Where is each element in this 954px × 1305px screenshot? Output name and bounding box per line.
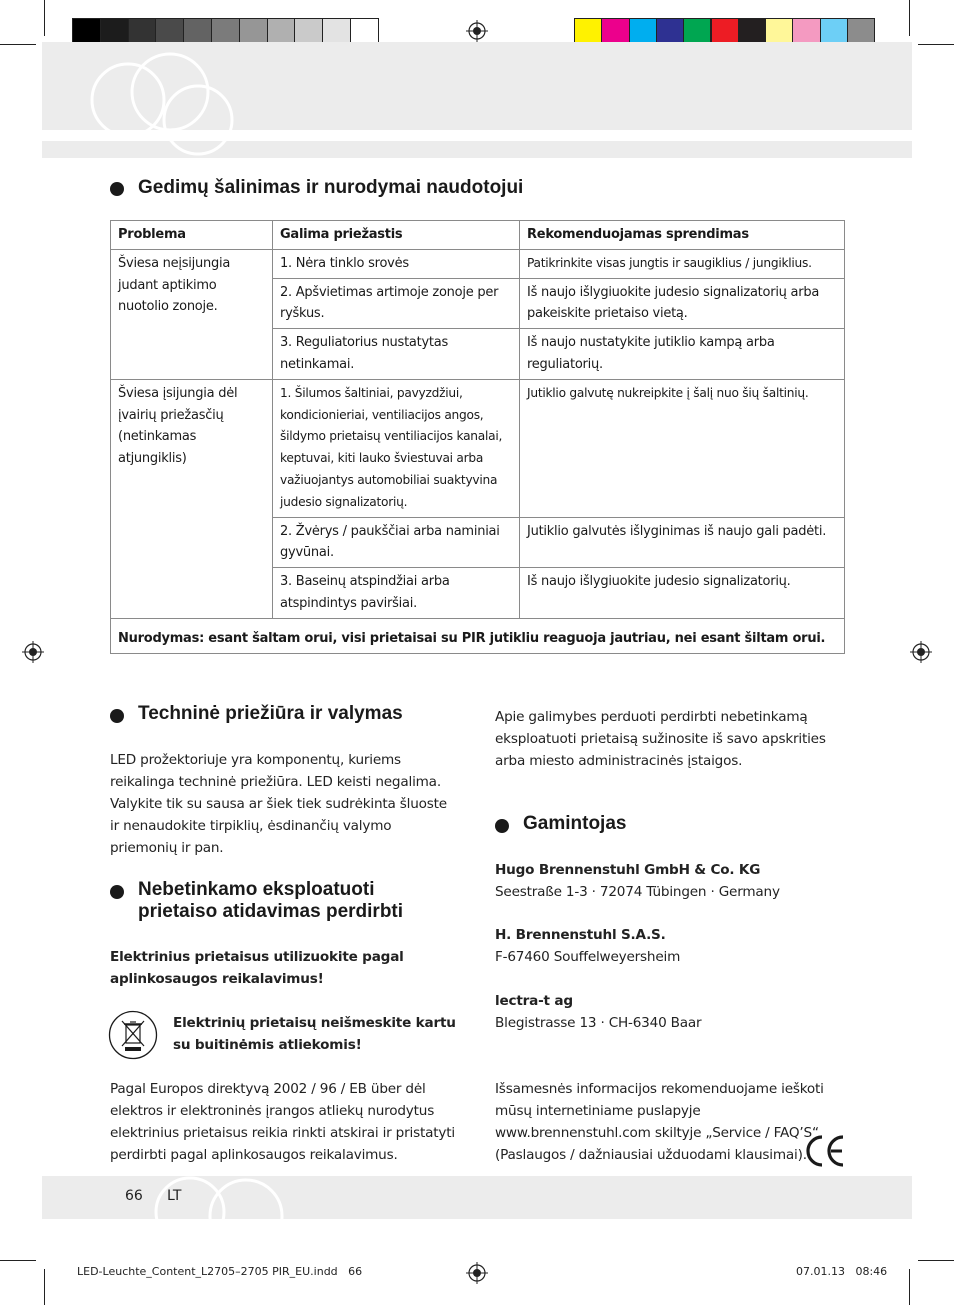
footer-date: 07.01.13 08:46 [796,1265,888,1278]
section-title-disposal [138,879,403,923]
decorative-circles-icon [80,42,250,162]
section-title-line: Nebetinkamo eksploatuoti [138,879,375,900]
section-title-maintenance: Techninė priežiūra ir valymas [138,703,403,724]
table-cell-problem: Šviesa įsijungia dėl įvairių priežasčių (netinkamas atjungiklis) [111,379,273,618]
table-cell-problem: Šviesa neįsijungia judant aptikimo nuotolio zonoje. [111,249,273,379]
table-cell-cause: 1. Nėra tinklo srovės [273,249,520,278]
registration-mark-icon [910,641,932,663]
website-info-text: Išsamesnės informacijos rekomenduojame ieškoti mūsų internetiniame puslapyje www.brennenstuhl.com skiltyje „Service / FAQ’S“ (Paslaugos / dažniausiai užduodami klausimai). [495,1081,824,1163]
crop-mark [909,0,910,36]
troubleshooting-table [110,220,845,654]
crop-mark [918,1260,954,1261]
table-cell-solution: Jutiklio galvutę nukreipkite į šalį nuo šių šaltinių. [520,379,845,517]
registration-mark-icon [466,20,488,42]
company-address: Blegistrasse 13 · CH-6340 Baar [495,1015,702,1031]
company-name: H. Brennenstuhl S.A.S. [495,927,666,943]
ce-mark-icon [804,1134,846,1168]
page-number: 66 [125,1188,143,1204]
crop-mark [44,1269,45,1305]
table-cell-solution: Patikrinkite visas jungtis ir saugiklius / jungiklius. [520,249,845,278]
table-cell-cause: 2. Žvėrys / paukščiai arba naminiai gyvūnai. [273,517,520,568]
section-bullet [110,709,124,723]
company-address: Seestraße 1-3 · 72074 Tübingen · Germany [495,884,780,900]
disposal-text: Pagal Europos direktyvą 2002 / 96 / EB über dėl elektros ir elektroninės įrangos atliekų nurodytus elektrinius prietaisus reikia rinkti atskirai ir pristatyti perdirbti pagal aplinkosaugos reikalavimus. [110,1081,455,1163]
section-title-troubleshooting: Gedimų šalinimas ir nurodymai naudotojui [138,177,524,198]
footer-file-name: LED-Leuchte_Content_L2705–2705 PIR_EU.indd 66 [77,1265,363,1278]
table-cell-solution: Jutiklio galvutės išlyginimas iš naujo gali padėti. [520,517,845,568]
table-cell-cause: 3. Baseinų atspindžiai arba atspindintys paviršiai. [273,568,520,619]
table-cell-solution: Iš naujo išlygiuokite judesio signalizatorių arba pakeiskite prietaiso vietą. [520,278,845,329]
page-language: LT [167,1188,182,1204]
table-cell-cause: 2. Apšvietimas artimoje zonoje per ryškus. [273,278,520,329]
registration-mark-icon [22,641,44,663]
table-cell-cause: 1. Šilumos šaltiniai, pavyzdžiui, kondicionieriai, ventiliacijos angos, šildymo prietaisų ventiliacijos kanalai, keptuvai, kiti lauko šviestuvai arba važiuojantys automobiliai suaktyvina judesio signalizatorių. [273,379,520,517]
crop-mark [909,1269,910,1305]
section-title-line: prietaiso atidavimas perdirbti [138,901,404,922]
crop-mark [918,44,954,45]
table-cell-solution: Iš naujo nustatykite jutiklio kampą arba reguliatorių. [520,329,845,380]
company-name: Hugo Brennenstuhl GmbH & Co. KG [495,862,761,878]
recycle-info-text: Apie galimybes perduoti perdirbti nebetinkamą eksploatuoti prietaisą sužinosite iš savo apskrities arba miesto administracinės įstaigos. [495,709,826,769]
disposal-warning: Elektrinių prietaisų neišmeskite kartu su buitinėmis atliekomis! [173,1015,456,1053]
table-header: Galima priežastis [273,221,520,250]
disposal-bold-text: Elektrinius prietaisus utilizuokite pagal aplinkosaugos reikalavimus! [110,949,404,987]
company-name: lectra-t ag [495,993,573,1009]
table-header: Rekomenduojamas sprendimas [520,221,845,250]
section-bullet [495,819,509,833]
section-bullet [110,182,124,196]
crop-mark [44,0,45,36]
crossed-bin-icon [108,1010,158,1060]
crop-mark [0,44,36,45]
table-row [111,379,845,517]
crop-mark [0,1260,36,1261]
company-address: F-67460 Souffelweyersheim [495,949,681,965]
table-header-row [111,221,845,250]
table-note-row [111,618,845,653]
table-cell-cause: 3. Reguliatorius nustatytas netinkamai. [273,329,520,380]
table-note: Nurodymas: esant šaltam orui, visi prietaisai su PIR jutikliu reaguoja jautriau, nei esant šiltam orui. [111,618,845,653]
table-row [111,249,845,278]
table-header: Problema [111,221,273,250]
section-title-manufacturer: Gamintojas [523,813,627,834]
table-cell-solution: Iš naujo išlygiuokite judesio signalizatorių. [520,568,845,619]
registration-mark-icon [466,1262,488,1284]
section-bullet [110,885,124,899]
maintenance-text: LED prožektoriuje yra komponentų, kuriems reikalinga techninė priežiūra. LED keisti negalima. Valykite tik su sausa ar šiek tiek sudrėkinta šluoste ir nenaudokite tirpiklių, ėsdinančių valymo priemonių ir pan. [110,752,447,856]
